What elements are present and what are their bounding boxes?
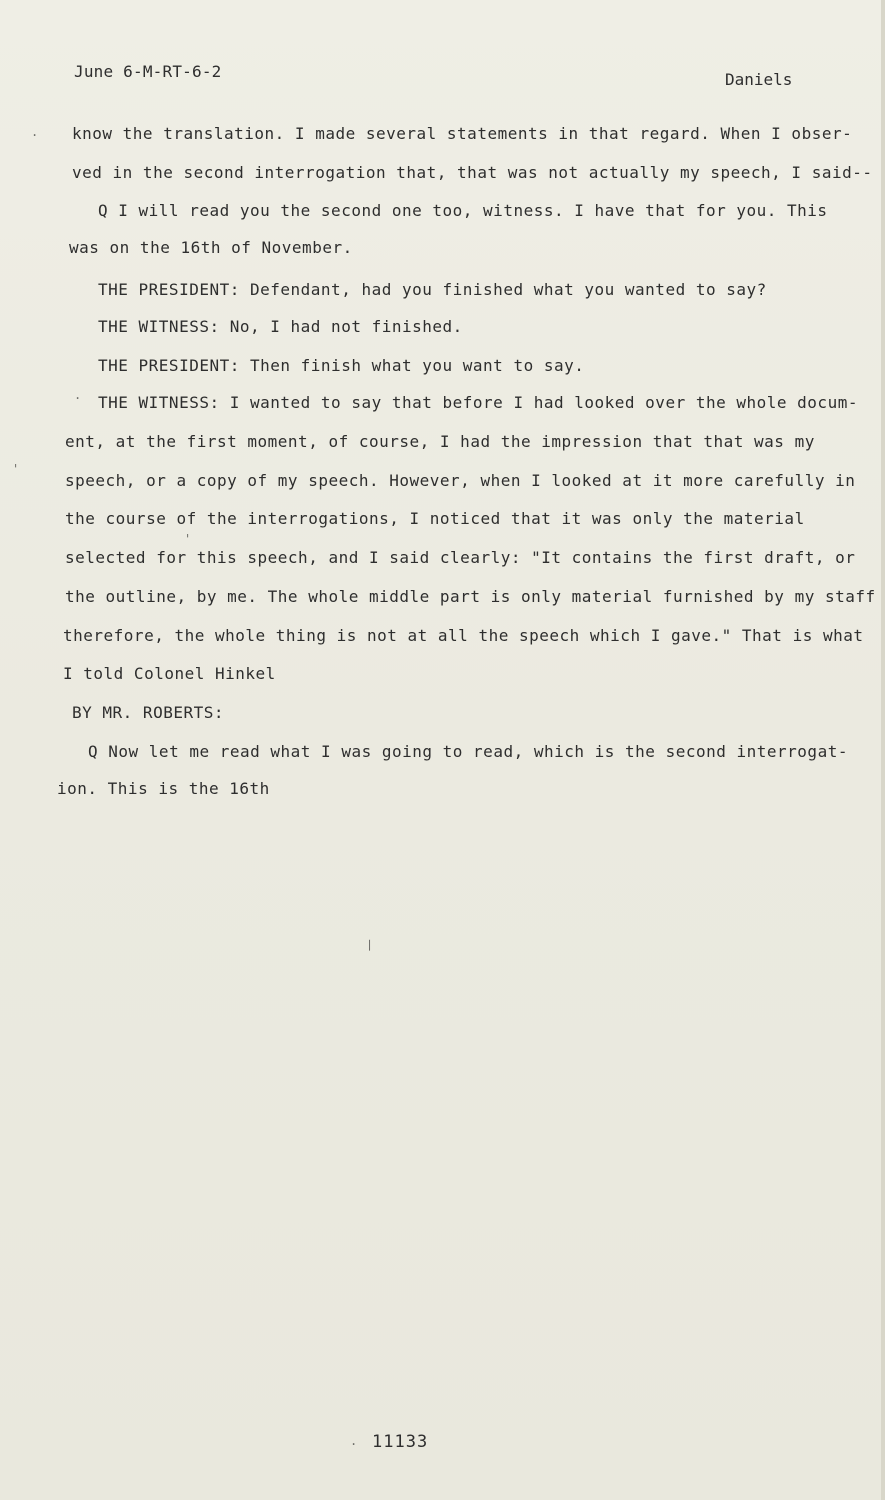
speaker-line: THE WITNESS: I wanted to say that before I had looked over the whole docum-: [98, 393, 858, 412]
margin-mark: .: [74, 388, 82, 402]
page-number: 11133: [372, 1432, 429, 1452]
document-reference: June 6-M-RT-6-2: [74, 62, 222, 81]
reporter-name: Daniels: [725, 70, 793, 89]
margin-mark: ': [12, 462, 20, 476]
margin-mark: .: [31, 125, 39, 139]
transcript-line: therefore, the whole thing is not at all the speech which I gave." That is what: [63, 626, 864, 645]
speaker-line: THE WITNESS: No, I had not finished.: [98, 317, 463, 336]
transcript-line: know the translation. I made several statements in that regard. When I obser-: [72, 124, 853, 143]
transcript-line: was on the 16th of November.: [69, 238, 353, 257]
transcript-line: ion. This is the 16th: [57, 779, 270, 798]
speaker-line: THE PRESIDENT: Then finish what you want to say.: [98, 356, 585, 375]
transcript-line: selected for this speech, and I said clearly: "It contains the first draft, or: [65, 548, 856, 567]
transcript-line: ent, at the first moment, of course, I had the impression that that was my: [65, 432, 815, 451]
margin-mark: /: [363, 937, 376, 953]
examiner-heading: BY MR. ROBERTS:: [72, 703, 224, 722]
transcript-line: ved in the second interrogation that, that was not actually my speech, I said--: [72, 163, 873, 182]
transcript-line: speech, or a copy of my speech. However, when I looked at it more carefully in: [65, 471, 856, 490]
transcript-line: the outline, by me. The whole middle part is only material furnished by my staff: [65, 587, 876, 606]
question-line: Q Now let me read what I was going to read, which is the second interrogat-: [88, 742, 848, 761]
transcript-line: I told Colonel Hinkel: [63, 664, 276, 683]
margin-mark: ': [184, 532, 192, 546]
question-line: Q I will read you the second one too, witness. I have that for you. This: [98, 201, 828, 220]
margin-mark: .: [350, 1434, 358, 1448]
transcript-line: the course of the interrogations, I noticed that it was only the material: [65, 509, 805, 528]
speaker-line: THE PRESIDENT: Defendant, had you finished what you wanted to say?: [98, 280, 767, 299]
